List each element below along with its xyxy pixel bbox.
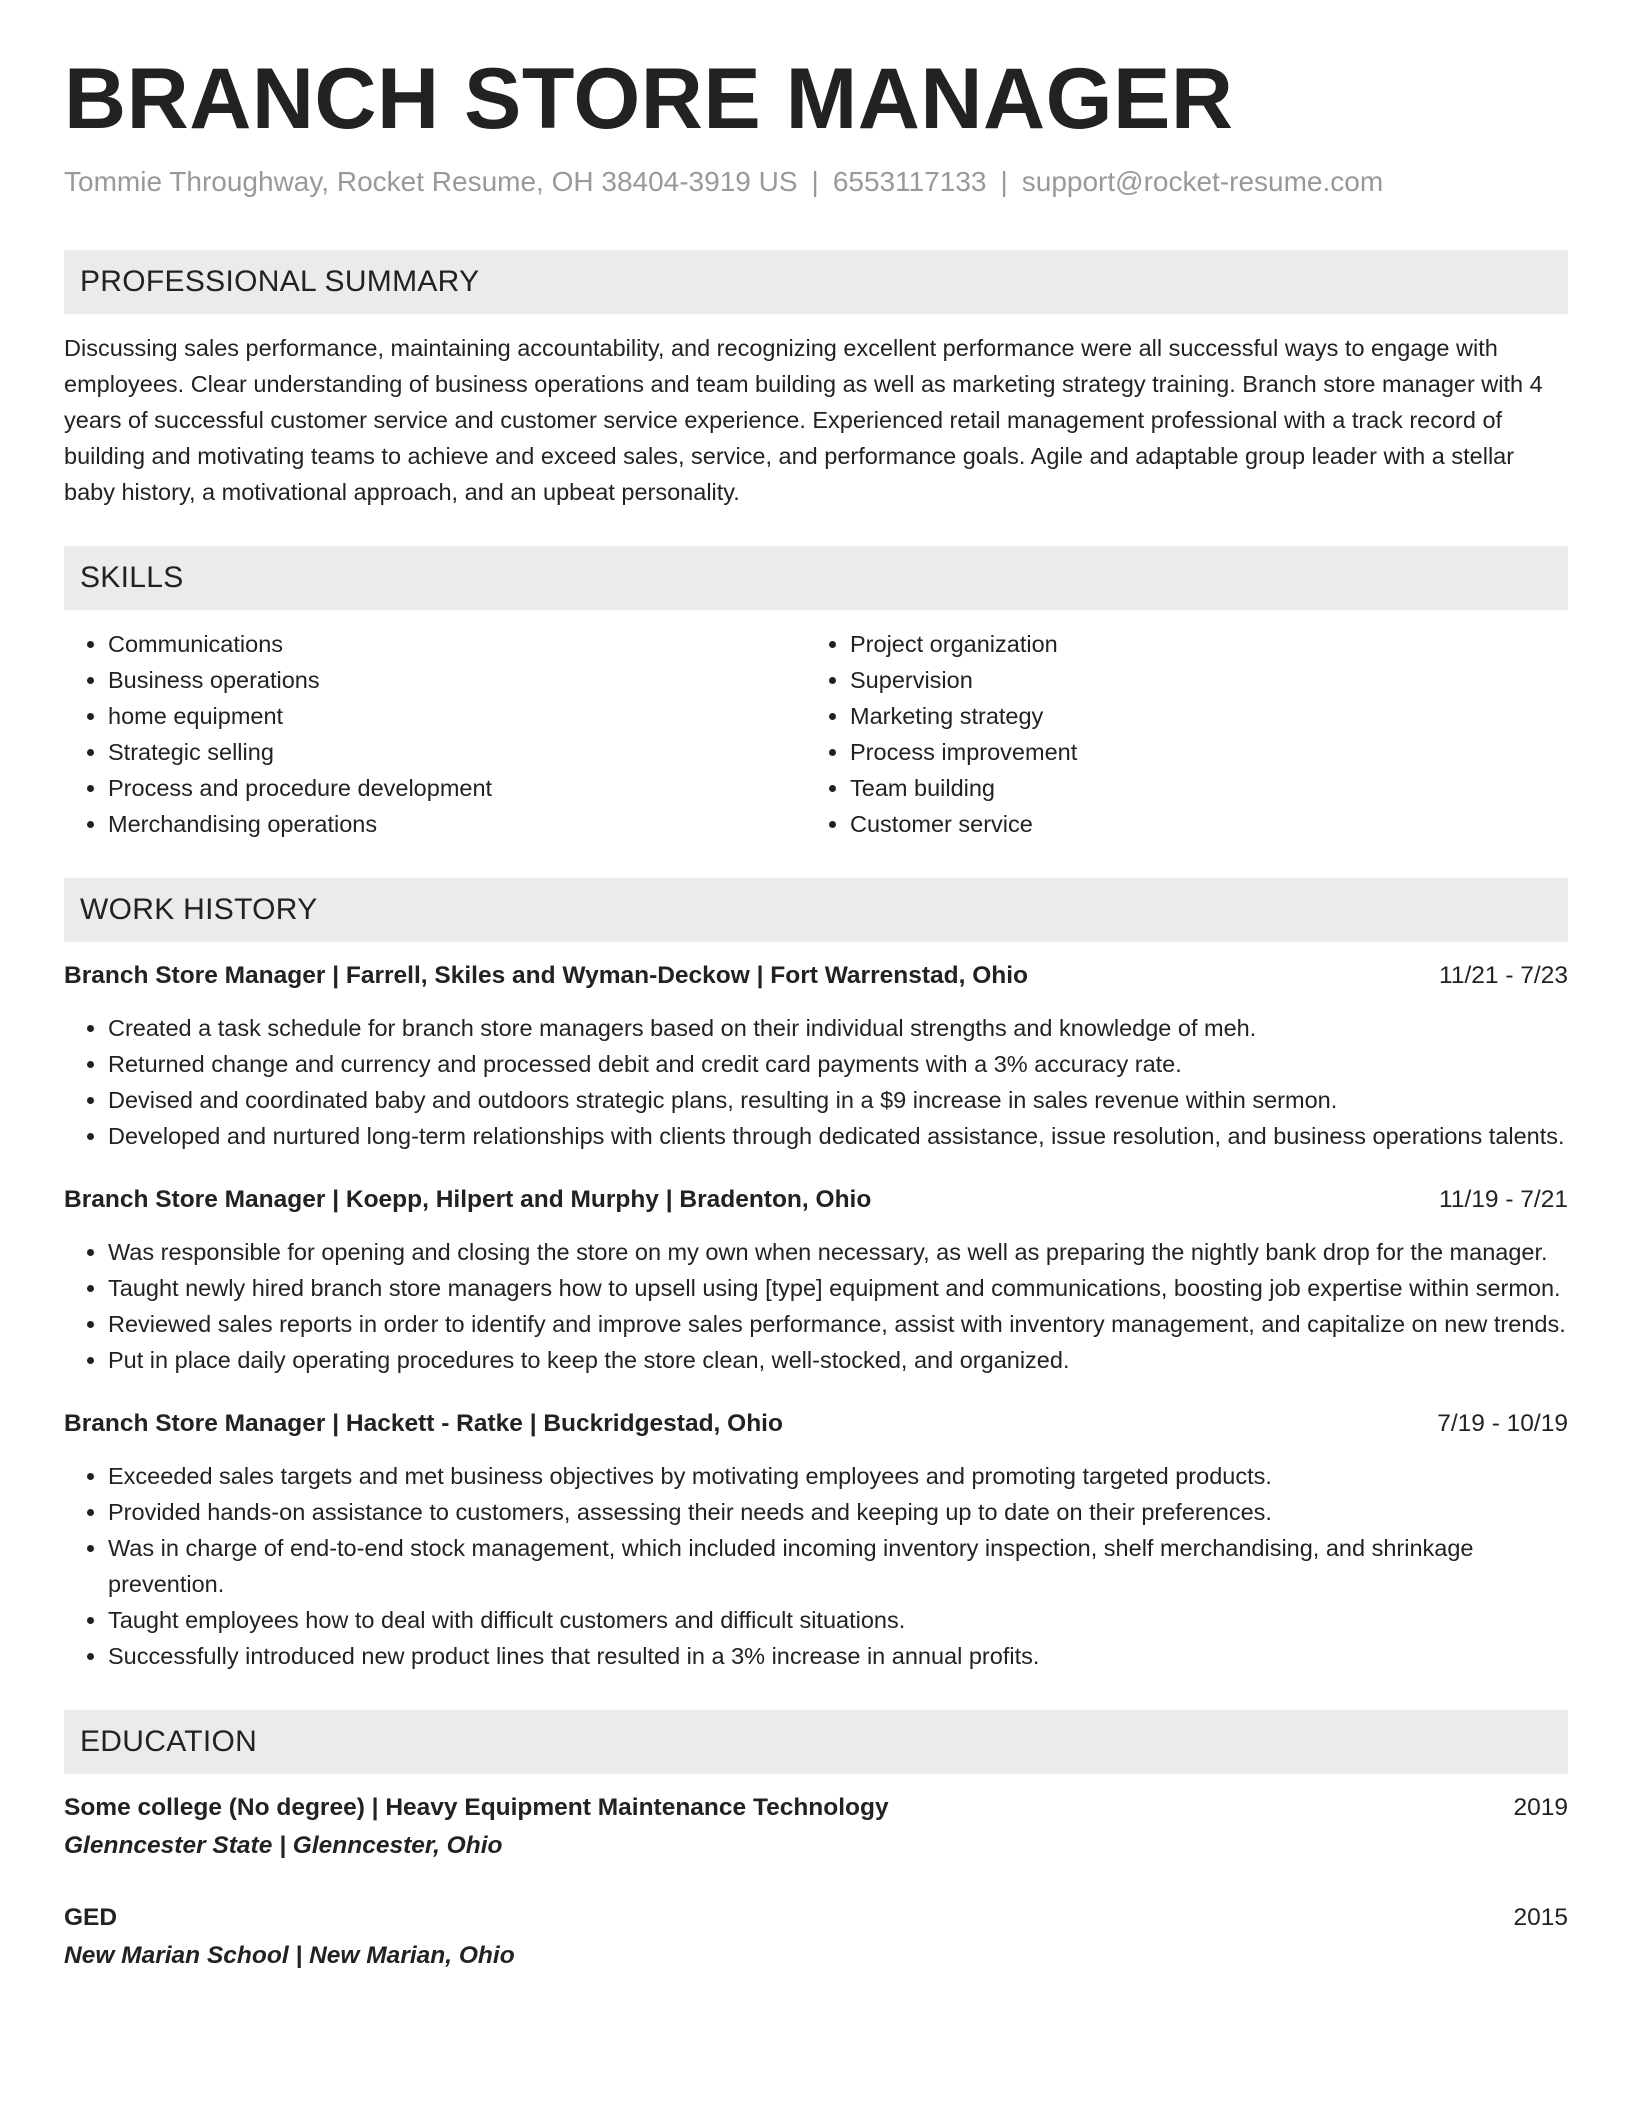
education-heading: EDUCATION	[80, 1725, 258, 1759]
job-bullet: • Devised and coordinated baby and outdoors strategic plans, resulting in a $9 increase in sales revenue within sermon.	[108, 1082, 1568, 1118]
job-bullet: • Taught employees how to deal with difficult customers and difficult situations.	[108, 1602, 1568, 1638]
job-bullet: • Provided hands-on assistance to customers, assessing their needs and keeping up to date on their preferences.	[108, 1494, 1568, 1530]
summary-section-header	[64, 250, 1568, 314]
skill-item: • home equipment	[108, 698, 806, 734]
education-school: New Marian School | New Marian, Ohio	[64, 1942, 515, 1970]
skill-item: • Project organization	[850, 626, 1548, 662]
job-dates: 11/19 - 7/21	[1439, 1186, 1568, 1214]
skills-heading: SKILLS	[80, 561, 184, 595]
job-dates: 11/21 - 7/23	[1439, 962, 1568, 990]
contact-separator: |	[1000, 165, 1008, 197]
skill-item: • Process improvement	[850, 734, 1548, 770]
education-title: GED	[64, 1904, 118, 1932]
skill-item: • Merchandising operations	[108, 806, 806, 842]
education-section-header	[64, 1710, 1568, 1774]
job-title: Branch Store Manager | Farrell, Skiles and Wyman-Deckow | Fort Warrenstad, Ohio	[64, 962, 1029, 990]
education-year: 2019	[1513, 1794, 1568, 1822]
job-title: Branch Store Manager | Hackett - Ratke | Buckridgestad, Ohio	[64, 1410, 783, 1438]
job-bullets	[64, 1010, 1568, 1154]
work-section-header	[64, 878, 1568, 942]
job-bullet: • Created a task schedule for branch store managers based on their individual strengths and knowledge of meh.	[108, 1010, 1568, 1046]
skill-item: • Team building	[850, 770, 1548, 806]
job-bullet: • Exceeded sales targets and met business objectives by motivating employees and promoting targeted products.	[108, 1458, 1568, 1494]
skill-item: • Customer service	[850, 806, 1548, 842]
education-title: Some college (No degree) | Heavy Equipment Maintenance Technology	[64, 1794, 889, 1822]
skills-column-left	[64, 626, 806, 842]
job-header	[64, 958, 1568, 994]
job-dates: 7/19 - 10/19	[1437, 1410, 1568, 1438]
skill-item: • Communications	[108, 626, 806, 662]
summary-heading: PROFESSIONAL SUMMARY	[80, 265, 480, 299]
job-bullet: • Put in place daily operating procedures to keep the store clean, well-stocked, and organized.	[108, 1342, 1568, 1378]
contact-email: support@rocket-resume.com	[1021, 165, 1384, 197]
contact-separator: |	[811, 165, 819, 197]
skill-item: • Business operations	[108, 662, 806, 698]
skill-item: • Strategic selling	[108, 734, 806, 770]
job-entry	[64, 1406, 1568, 1674]
job-bullet: • Was responsible for opening and closing the store on my own when necessary, as well as preparing the nightly bank drop for the manager.	[108, 1234, 1568, 1270]
job-header	[64, 1182, 1568, 1218]
skills-list	[64, 626, 1568, 842]
skill-item: • Process and procedure development	[108, 770, 806, 806]
education-entry	[64, 1790, 1568, 1864]
contact-line	[64, 165, 1568, 199]
job-bullet: • Was in charge of end-to-end stock management, which included incoming inventory inspection, shelf merchandising, and shrinkage prevention.	[108, 1530, 1568, 1602]
job-bullet: • Taught newly hired branch store managers how to upsell using [type] equipment and communications, boosting job expertise within sermon.	[108, 1270, 1568, 1306]
job-bullet: • Developed and nurtured long-term relationships with clients through dedicated assistance, issue resolution, and business operations talents.	[108, 1118, 1568, 1154]
summary-text: Discussing sales performance, maintaining accountability, and recognizing excellent performance were all successful ways to engage with employees. Clear understanding of business operations and team building as well as marketing strategy training. Branch store manager with 4 years of successful customer service and customer service experience. Experienced retail management professional with a track record of building and motivating teams to achieve and exceed sales, service, and performance goals. Agile and adaptable group leader with a stellar baby history, a motivational approach, and an upbeat personality.	[64, 335, 1543, 506]
job-bullets	[64, 1234, 1568, 1378]
job-bullet: • Reviewed sales reports in order to identify and improve sales performance, assist with inventory management, and capitalize on new trends.	[108, 1306, 1568, 1342]
work-heading: WORK HISTORY	[80, 893, 318, 927]
skill-item: • Supervision	[850, 662, 1548, 698]
job-header	[64, 1406, 1568, 1442]
job-bullet: • Successfully introduced new product lines that resulted in a 3% increase in annual profits.	[108, 1638, 1568, 1674]
job-title: Branch Store Manager | Koepp, Hilpert and Murphy | Bradenton, Ohio	[64, 1186, 872, 1214]
education-header	[64, 1790, 1568, 1826]
job-bullets	[64, 1458, 1568, 1674]
education-header	[64, 1900, 1568, 1936]
skills-column-right	[806, 626, 1548, 842]
skills-section-header	[64, 546, 1568, 610]
skill-item: • Marketing strategy	[850, 698, 1548, 734]
resume-title: BRANCH STORE MANAGER	[64, 51, 1234, 147]
education-entry	[64, 1900, 1568, 1974]
education-school: Glenncester State | Glenncester, Ohio	[64, 1832, 503, 1860]
job-entry	[64, 1182, 1568, 1378]
contact-phone: 6553117133	[832, 165, 987, 197]
job-entry	[64, 958, 1568, 1154]
job-bullet: • Returned change and currency and processed debit and credit card payments with a 3% accuracy rate.	[108, 1046, 1568, 1082]
contact-address: Tommie Throughway, Rocket Resume, OH 38404-3919 US	[64, 165, 798, 197]
education-year: 2015	[1513, 1904, 1568, 1932]
